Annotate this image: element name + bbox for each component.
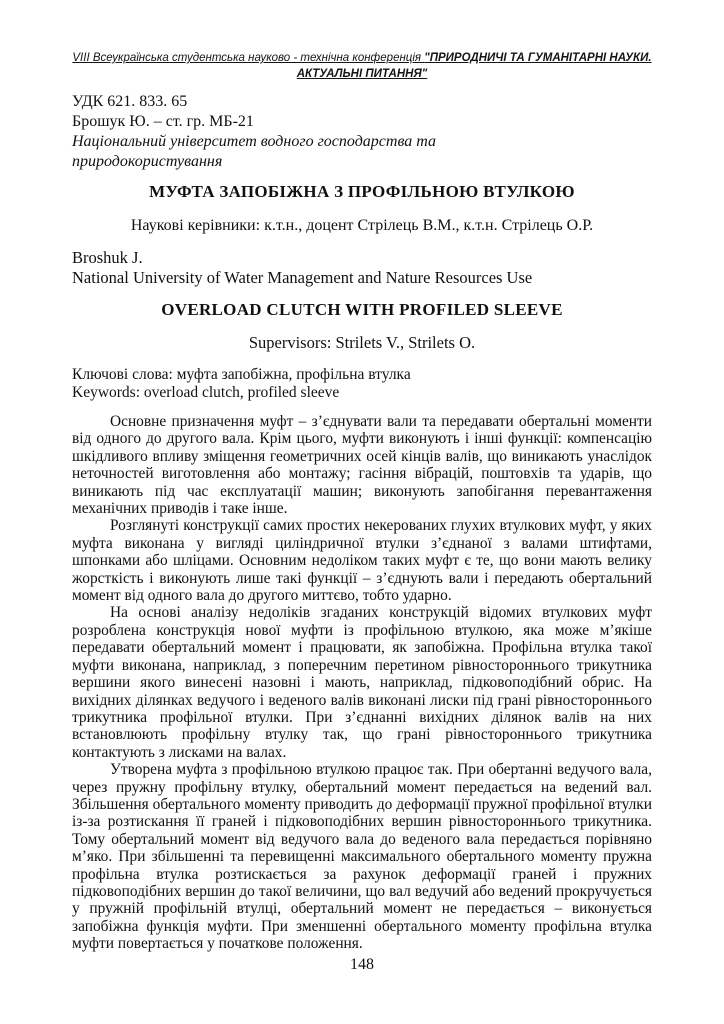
university-line-en: National University of Water Management and Nature Resources Use <box>72 268 533 287</box>
supervisors-line-en: Supervisors: Strilets V., Strilets O. <box>248 333 476 352</box>
conference-running-header <box>72 50 652 82</box>
author-line-en: Broshuk J. <box>72 248 143 267</box>
keywords-en: Keywords: overload clutch, profiled sleeve <box>72 384 340 401</box>
paper-title-en: OVERLOAD CLUTCH WITH PROFILED SLEEVE <box>161 300 563 319</box>
keywords-ua: Ключові слова: муфта запобіжна, профільна втулка <box>72 366 411 383</box>
front-matter-ua <box>72 92 652 172</box>
keywords-block <box>72 366 652 402</box>
university-line-ua-1: Національний університет водного господарства та <box>72 133 437 150</box>
supervisors-line-ua: Наукові керівники: к.т.н., доцент Стрілець В.М., к.т.н. Стрілець О.Р. <box>130 217 594 234</box>
paper-title-ua: МУФТА ЗАПОБІЖНА З ПРОФІЛЬНОЮ ВТУЛКОЮ <box>149 182 575 201</box>
paragraph-2: Розглянуті конструкції самих простих некерованих глухих втулкових муфт, у яких муфта виконана у вигляді циліндричної втулки з’єднаної з валами штифтами, шпонками або шліцами. Основним недоліком таких муфт є те, що вони мають велику жорсткість і виконують лише такі функції – з’єднують вали і передають обертальний момент від одного вала до другого миттєво, тобто ударно. <box>72 517 652 605</box>
author-line-ua: Брошук Ю. – ст. гр. МБ-21 <box>72 113 254 130</box>
conference-header-prefix: VIII Всеукраїнська студентська науково - технічна конференція <box>72 52 425 64</box>
paragraph-3: На основі аналізу недоліків згаданих конструкцій відомих втулкових муфт розроблена конструкція нової муфти із профільною втулкою, яка може м’якіше передавати обертальний момент і працювати, як запобіжна. Профільна втулка такої муфти виконана, наприклад, з поперечним перетином рівностороннього трикутника вершини якого винесені назовні і мають, наприклад, підковоподібний обрис. На вихідних ділянках ведучого і веденого валів виконані лиски під грані рівностороннього трикутника профільної втулки. При з’єднанні вихідних ділянок валів на них встановлюють профільну втулку так, що грані рівностороннього трикутника контактують з лисками на валах. <box>72 604 652 761</box>
paragraph-1: Основне призначення муфт – з’єднувати вали та передавати обертальні моменти від одного до другого вала. Крім цього, муфти виконують і інші функції: компенсацію шкідливого впливу зміщення геометричних осей кінців валів, що виникають унаслідок неточностей виготовлення або монтажу; гасіння вібрацій, поштовхів та ударів, що виникають під час експлуатації машин; виконують запобігання перевантаження механічних приводів і таке інше. <box>72 413 652 518</box>
university-line-ua-2: природокористування <box>72 153 223 170</box>
front-matter-en <box>72 248 652 288</box>
paragraph-4: Утворена муфта з профільною втулкою працює так. При обертанні ведучого вала, через пружну профільну втулку, обертальний момент передається на ведений вал. Збільшення обертального моменту приводить до деформації пружної профільної втулки із-за розтискання її граней і підковоподібних вершин рівностороннього трикутника. Тому обертальний момент від ведучого вала до веденого вала передається порівняно м’яко. При збільшенні та перевищенні максимального обертального моменту пружна профільна втулка розтискається за рахунок деформації граней і пружних підковоподібних вершин до такої величини, що вал ведучий або ведений прокручується у пружній профільній втулці, обертальний момент не передається – виконується запобіжна функція муфти. При зменшенні обертального моменту профільна втулка муфти повертається у початкове положення. <box>72 761 652 953</box>
udc-line: УДК 621. 833. 65 <box>72 93 188 110</box>
conference-header-title: "ПРИРОДНИЧІ ТА ГУМАНІТАРНІ НАУКИ. АКТУАЛЬНІ ПИТАННЯ" <box>296 52 652 80</box>
abstract-body <box>72 413 652 953</box>
page-number: 148 <box>350 956 374 973</box>
